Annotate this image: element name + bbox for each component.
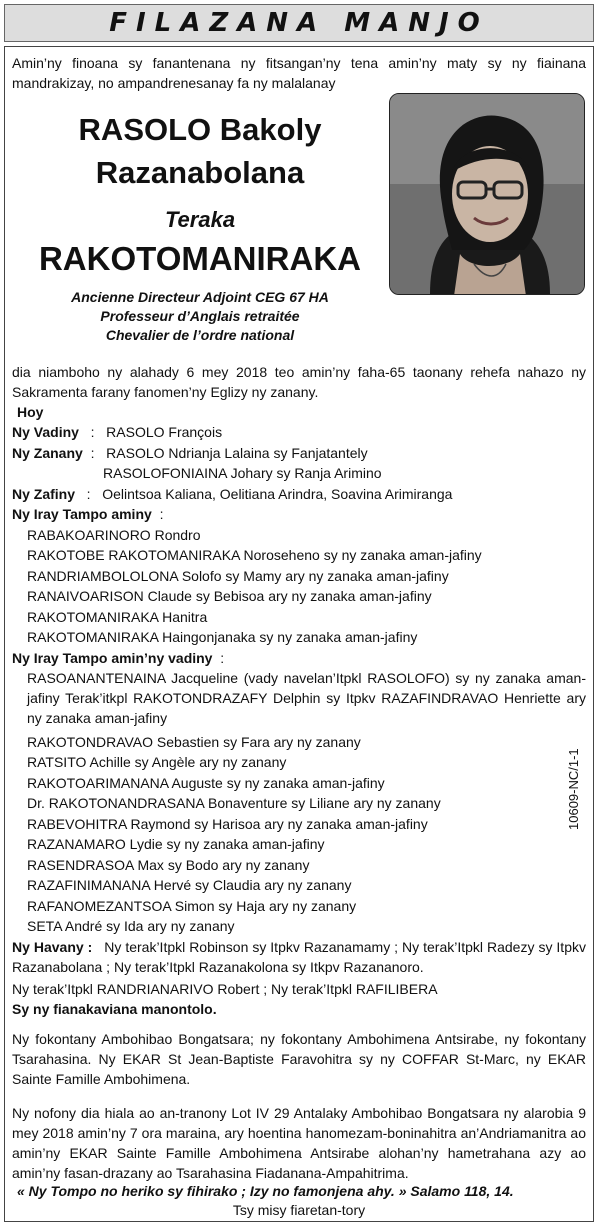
intro-text: Amin’ny finoana sy fanantenana ny fitsangan’ny tena amin’ny maty sy ny fiainana mandrakizay, no ampandrenesanay fa ny malalanay <box>12 55 586 91</box>
reference-code: 10609-NC/1-1 <box>566 748 581 830</box>
vadiny-colon: : <box>82 424 103 440</box>
havany-label: Ny Havany : <box>12 939 93 955</box>
fianakaviana-line: Sy ny fianakaviana manontolo. <box>12 1001 217 1017</box>
closing-line: Tsy misy fiaretan-tory <box>232 1202 366 1218</box>
vadiny-item: RAZANAMARO Lydie sy ny zanaka aman-jafiny <box>27 836 325 852</box>
zafiny-colon: : <box>78 486 99 502</box>
havany-line-3: Ny terak’Itpkl RANDRIANARIVO Robert ; Ny terak’Itpkl RAFILIBERA <box>12 981 438 997</box>
aminy-item: RAKOTOMANIRAKA Hanitra <box>27 609 208 625</box>
vadiny-item: RAFANOMEZANTSOA Simon sy Haja ary ny zanany <box>27 898 357 914</box>
vadiny-item: RAKOTOARIMANANA Auguste sy ny zanaka aman-jafiny <box>27 775 385 791</box>
vadiny-value: RASOLO François <box>106 424 223 440</box>
vadiny-first-entry: RASOANANTENAINA Jacqueline (vady navelan’Itpkl RASOLOFO) sy ny zanaka aman-jafiny Terak’itkpl RAKOTONDRAZAFY Delphin sy Itpkv RAZAFINDRAVAO Henriette ary ny zanaka aman-jafiny <box>27 670 586 726</box>
zafiny-label: Ny Zafiny <box>12 486 76 502</box>
vadiny-item: RAZAFINIMANANA Hervé sy Claudia ary ny zanany <box>27 877 352 893</box>
vadiny-item: SETA André sy Ida ary ny zanany <box>27 918 235 934</box>
iray-tampo-vadiny-heading <box>12 648 224 668</box>
iray-tampo-vadiny-colon: : <box>216 650 225 666</box>
hoy-label: Hoy <box>17 404 44 420</box>
vadiny-item: Dr. RAKOTONANDRASANA Bonaventure sy Liliane ary ny zanany <box>27 795 441 811</box>
death-notice: dia niamboho ny alahady 6 mey 2018 teo amin’ny faha-65 taonany rehefa nahazo ny Sakramenta farany fanomen’ny Eglizy ny zanany. <box>12 364 586 400</box>
zanany-colon: : <box>86 445 103 461</box>
vadiny-item: RATSITO Achille sy Angèle ary ny zanany <box>27 754 287 770</box>
title-1: Ancienne Directeur Adjoint CEG 67 HA <box>71 289 329 305</box>
zafiny-value: Oelintsoa Kaliana, Oelitiana Arindra, Soavina Arimiranga <box>102 486 453 502</box>
banner-title: FILAZANA MANJO <box>109 8 489 38</box>
aminy-item: RABAKOARINORO Rondro <box>27 527 201 543</box>
header-banner <box>4 4 594 42</box>
deceased-name-line1: RASOLO Bakoly <box>78 112 322 147</box>
havany-paragraph <box>12 937 586 977</box>
vadiny-label: Ny Vadiny <box>12 424 79 440</box>
aminy-item: RAKOTOMANIRAKA Haingonjanaka sy ny zanaka aman-jafiny <box>27 629 418 645</box>
vadiny-item: RABEVOHITRA Raymond sy Harisoa ary ny zanaka aman-jafiny <box>27 816 428 832</box>
portrait-illustration <box>390 94 585 295</box>
aminy-item: RANAIVOARISON Claude sy Bebisoa ary ny zanaka aman-jafiny <box>27 588 432 604</box>
vadiny-item: RASENDRASOA Max sy Bodo ary ny zanany <box>27 857 310 873</box>
iray-tampo-aminy-heading <box>12 504 163 524</box>
aminy-item: RANDRIAMBOLOLONA Solofo sy Mamy ary ny zanaka aman-jafiny <box>27 568 449 584</box>
iray-tampo-aminy-label: Ny Iray Tampo aminy <box>12 506 152 522</box>
deceased-name-line2: Razanabolana <box>95 155 305 190</box>
fokontany-paragraph: Ny fokontany Ambohibao Bongatsara; ny fokontany Ambohimena Antsirabe, ny fokontany Tsarahasina. Ny EKAR St Jean-Baptiste Faravohitra sy ny COFFAR St-Marc, ny EKAR Sainte Famille Ambohimena. <box>12 1031 586 1087</box>
vadiny-item: RAKOTONDRAVAO Sebastien sy Fara ary ny zanany <box>27 734 361 750</box>
zanany-row <box>12 443 368 463</box>
iray-tampo-aminy-colon: : <box>155 506 164 522</box>
maiden-name: RAKOTOMANIRAKA <box>38 240 362 277</box>
bible-quote: « Ny Tompo no heriko sy fihirako ; Izy no famonjena ahy. » Salamo 118, 14. <box>17 1183 514 1199</box>
aminy-item: RAKOTOBE RAKOTOMANIRAKA Noroseheno sy ny zanaka aman-jafiny <box>27 547 482 563</box>
funeral-paragraph: Ny nofony dia hiala ao an-tranony Lot IV 29 Antalaky Ambohibao Bongatsara ny alarobia 9 mey 2018 amin’ny 7 ora maraina, ary hoentina hanomezam-boninahitra an’Andriamanitra ao amin’ny EKAR Sainte Famille Ambohimena Antsirabe alohan’ny hametrahana azy ao amin’ny fasan-drazany ao Tsarahasina Fiadanana-Ampahitrima. <box>12 1105 586 1181</box>
teraka-label: Teraka <box>164 207 236 232</box>
zafiny-row <box>12 484 452 504</box>
iray-tampo-vadiny-label: Ny Iray Tampo amin’ny vadiny <box>12 650 213 666</box>
title-3: Chevalier de l’ordre national <box>105 327 295 343</box>
zanany-line-1: RASOLO Ndrianja Lalaina sy Fanjatantely <box>106 445 368 461</box>
zanany-line-2: RASOLOFONIAINA Johary sy Ranja Arimino <box>103 465 382 481</box>
zanany-label: Ny Zanany <box>12 445 83 461</box>
havany-text: Ny terak’Itpkl Robinson sy Itpkv Razanamamy ; Ny terak’Itpkl Radezy sy Itpkv Razanabolana ; Ny terak’Itpkl Razanakolona sy Itkpv Razananoro. <box>12 939 586 975</box>
title-2: Professeur d’Anglais retraitée <box>100 308 300 324</box>
vadiny-row <box>12 422 222 442</box>
deceased-portrait <box>389 93 585 295</box>
